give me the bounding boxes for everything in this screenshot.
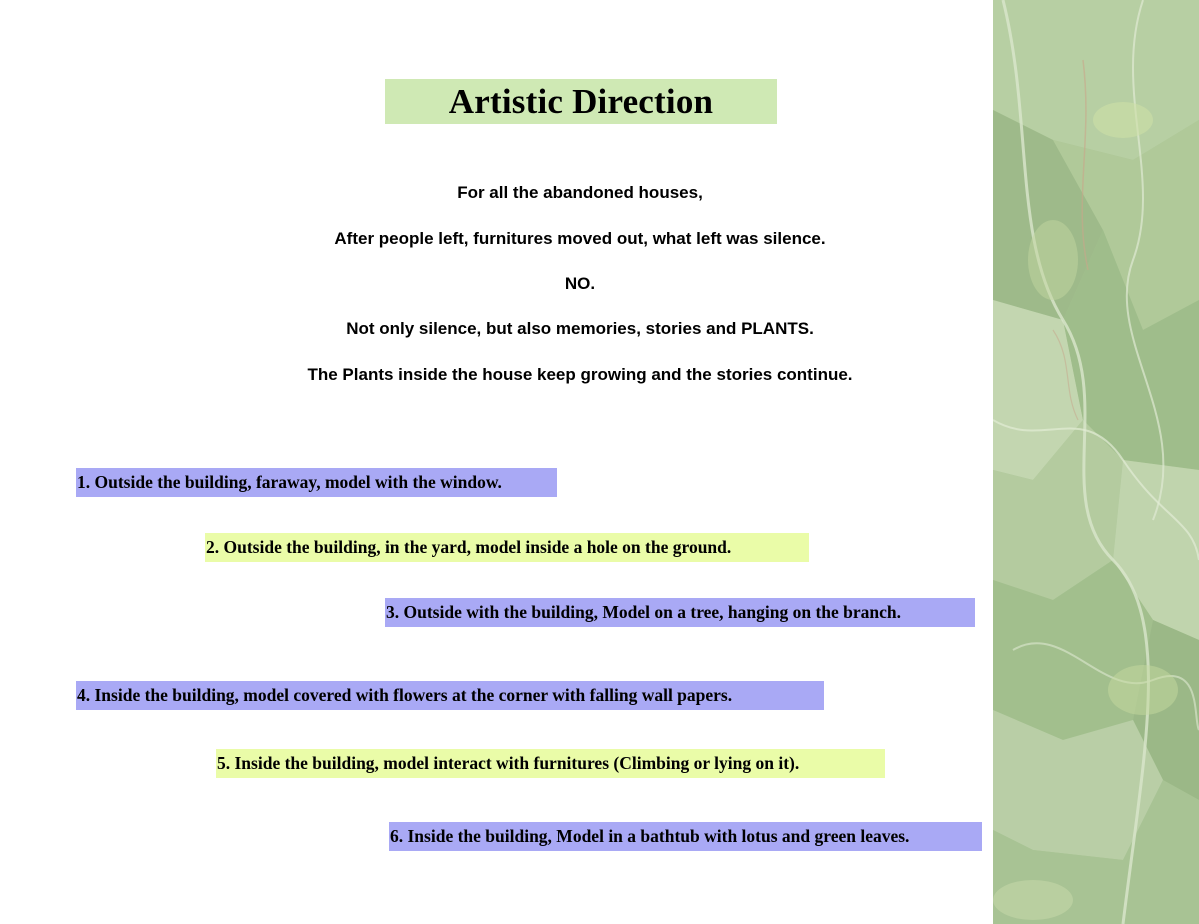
shot-item-2: 2. Outside the building, in the yard, model inside a hole on the ground. bbox=[205, 533, 809, 562]
green-marble-panel bbox=[993, 0, 1199, 924]
intro-line-4: Not only silence, but also memories, stories and PLANTS. bbox=[346, 319, 814, 338]
shot-item-6: 6. Inside the building, Model in a bathtub with lotus and green leaves. bbox=[389, 822, 982, 851]
shot-item-4: 4. Inside the building, model covered with flowers at the corner with falling wall papers. bbox=[76, 681, 824, 710]
intro-line-3: NO. bbox=[564, 274, 596, 293]
shot-item-3: 3. Outside with the building, Model on a tree, hanging on the branch. bbox=[385, 598, 975, 627]
intro-line-1: For all the abandoned houses, bbox=[457, 183, 703, 202]
shot-item-1: 1. Outside the building, faraway, model with the window. bbox=[76, 468, 557, 497]
marble-texture bbox=[993, 0, 1199, 924]
page-title: Artistic Direction bbox=[448, 81, 714, 121]
shot-item-5: 5. Inside the building, model interact with furnitures (Climbing or lying on it). bbox=[216, 749, 885, 778]
title-highlight bbox=[385, 79, 777, 124]
intro-line-5: The Plants inside the house keep growing and the stories continue. bbox=[307, 365, 853, 384]
intro-line-2: After people left, furnitures moved out, what left was silence. bbox=[334, 229, 826, 248]
